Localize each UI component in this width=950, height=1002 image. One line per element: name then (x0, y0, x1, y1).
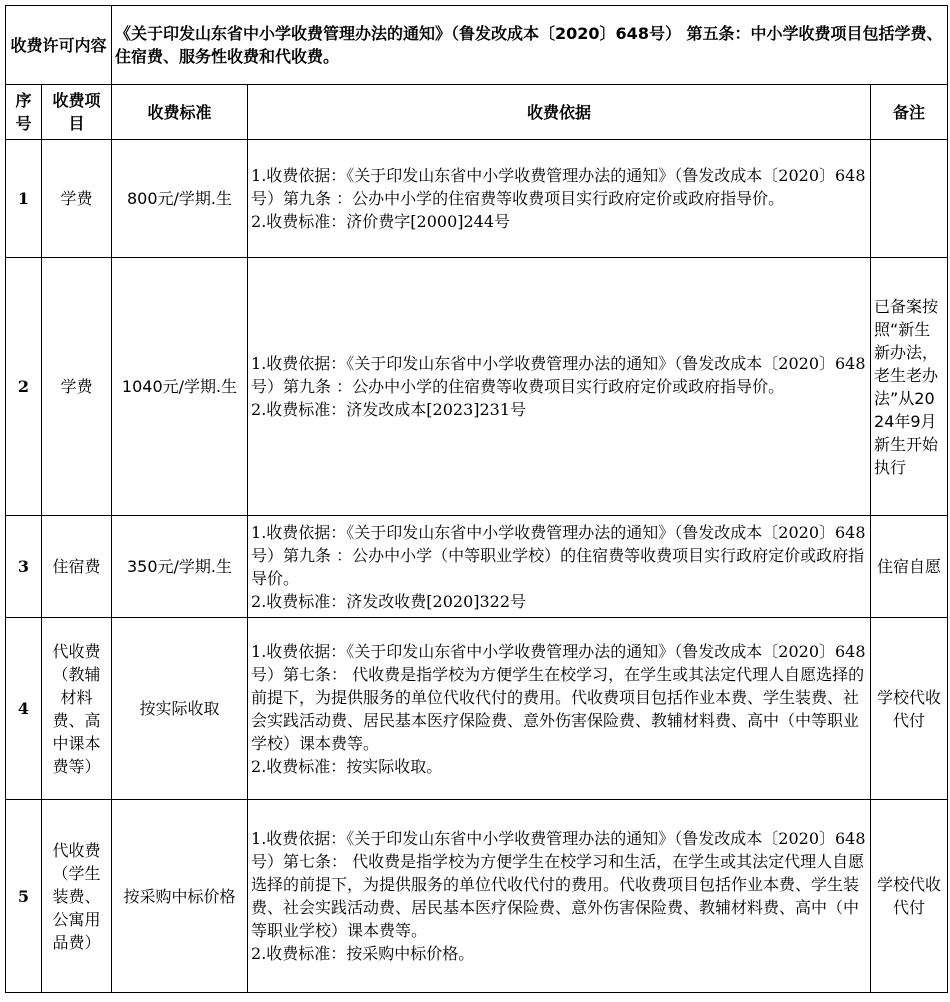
row-basis-line2: 2.收费标准：济价费字[2000]244号 (251, 212, 511, 231)
row-standard: 800元/学期.生 (112, 140, 248, 258)
table-row (6, 516, 948, 618)
row-seq: 5 (6, 800, 42, 993)
header-remark: 备注 (871, 85, 948, 140)
table-row (6, 618, 948, 800)
row-remark: 已备案按照“新生新办法，老生老办法”从2024年9月新生开始执行 (871, 258, 948, 516)
row-basis-line1: 1.收费依据：《关于印发山东省中小学收费管理办法的通知》（鲁发改成本〔2020〕648号）第九条 ：公办中小学的住宿费等收费项目实行政府定价或政府指导价。 (251, 354, 866, 396)
row-basis (248, 140, 871, 258)
permit-row (6, 6, 948, 85)
row-basis-line1: 1.收费依据：《关于印发山东省中小学收费管理办法的通知》（鲁发改成本〔2020〕648号）第七条： 代收费是指学校为方便学生在校学习和生活，在学生或其法定代理人自愿选择的前提下，为提供服务的单位代收代付的费用。代收费项目包括作业本费、学生装费、社会实践活动费、居民基本医疗保险费、意外伤害保险费、教辅材料费、高中（中等职业学校）课本费等。 (251, 829, 866, 940)
row-basis-line1: 1.收费依据：《关于印发山东省中小学收费管理办法的通知》（鲁发改成本〔2020〕648号）第七条： 代收费是指学校为方便学生在校学习，在学生或其法定代理人自愿选择的前提下，为提供服务的单位代收代付的费用。代收费项目包括作业本费、学生装费、社会实践活动费、居民基本医疗保险费、意外伤害保险费、教辅材料费、高中（中等职业学校）课本费等。 (251, 641, 866, 753)
permit-text: 《关于印发山东省中小学收费管理办法的通知》（鲁发改成本〔2020〕648号） 第五条：中小学收费项目包括学费、住宿费、服务性收费和代收费。 (112, 6, 948, 85)
row-basis-line2: 2.收费标准：济发改成本[2023]231号 (251, 400, 527, 419)
row-basis (248, 258, 871, 516)
row-remark: 学校代收代付 (871, 618, 948, 800)
row-standard: 350元/学期.生 (112, 516, 248, 618)
row-basis (248, 618, 871, 800)
permit-label: 收费许可内容 (6, 6, 112, 85)
fee-table (5, 5, 948, 993)
row-item: 学费 (42, 258, 112, 516)
row-seq: 2 (6, 258, 42, 516)
table-row (6, 140, 948, 258)
row-item: 代收费（教辅材料费、高中课本费等） (42, 618, 112, 800)
row-item: 代收费（学生装费、公寓用品费） (42, 800, 112, 993)
row-basis-line1: 1.收费依据：《关于印发山东省中小学收费管理办法的通知》（鲁发改成本〔2020〕648号）第九条 ：公办中小学的住宿费等收费项目实行政府定价或政府指导价。 (251, 166, 866, 208)
row-standard: 1040元/学期.生 (112, 258, 248, 516)
row-remark: 学校代收代付 (871, 800, 948, 993)
row-seq: 3 (6, 516, 42, 618)
row-basis-line2: 2.收费标准：按采购中标价格。 (251, 944, 475, 963)
row-standard: 按采购中标价格 (112, 800, 248, 993)
table-row (6, 800, 948, 993)
row-basis-line2: 2.收费标准：按实际收取。 (251, 756, 443, 776)
table-row (6, 258, 948, 516)
header-standard: 收费标准 (112, 85, 248, 140)
row-remark (871, 140, 948, 258)
header-basis: 收费依据 (248, 85, 871, 140)
row-item: 住宿费 (42, 516, 112, 618)
row-seq: 1 (6, 140, 42, 258)
row-basis (248, 800, 871, 993)
row-standard: 按实际收取 (112, 618, 248, 800)
row-basis (248, 516, 871, 618)
row-item: 学费 (42, 140, 112, 258)
row-basis-line1: 1.收费依据：《关于印发山东省中小学收费管理办法的通知》（鲁发改成本〔2020〕648号）第九条 ：公办中小学（中等职业学校）的住宿费等收费项目实行政府定价或政府指导价。 (251, 522, 866, 588)
header-seq: 序号 (6, 85, 42, 140)
row-seq: 4 (6, 618, 42, 800)
row-basis-line2: 2.收费标准：济发改收费[2020]322号 (251, 591, 527, 611)
header-row (6, 85, 948, 140)
header-item: 收费项目 (42, 85, 112, 140)
row-remark: 住宿自愿 (871, 516, 948, 618)
